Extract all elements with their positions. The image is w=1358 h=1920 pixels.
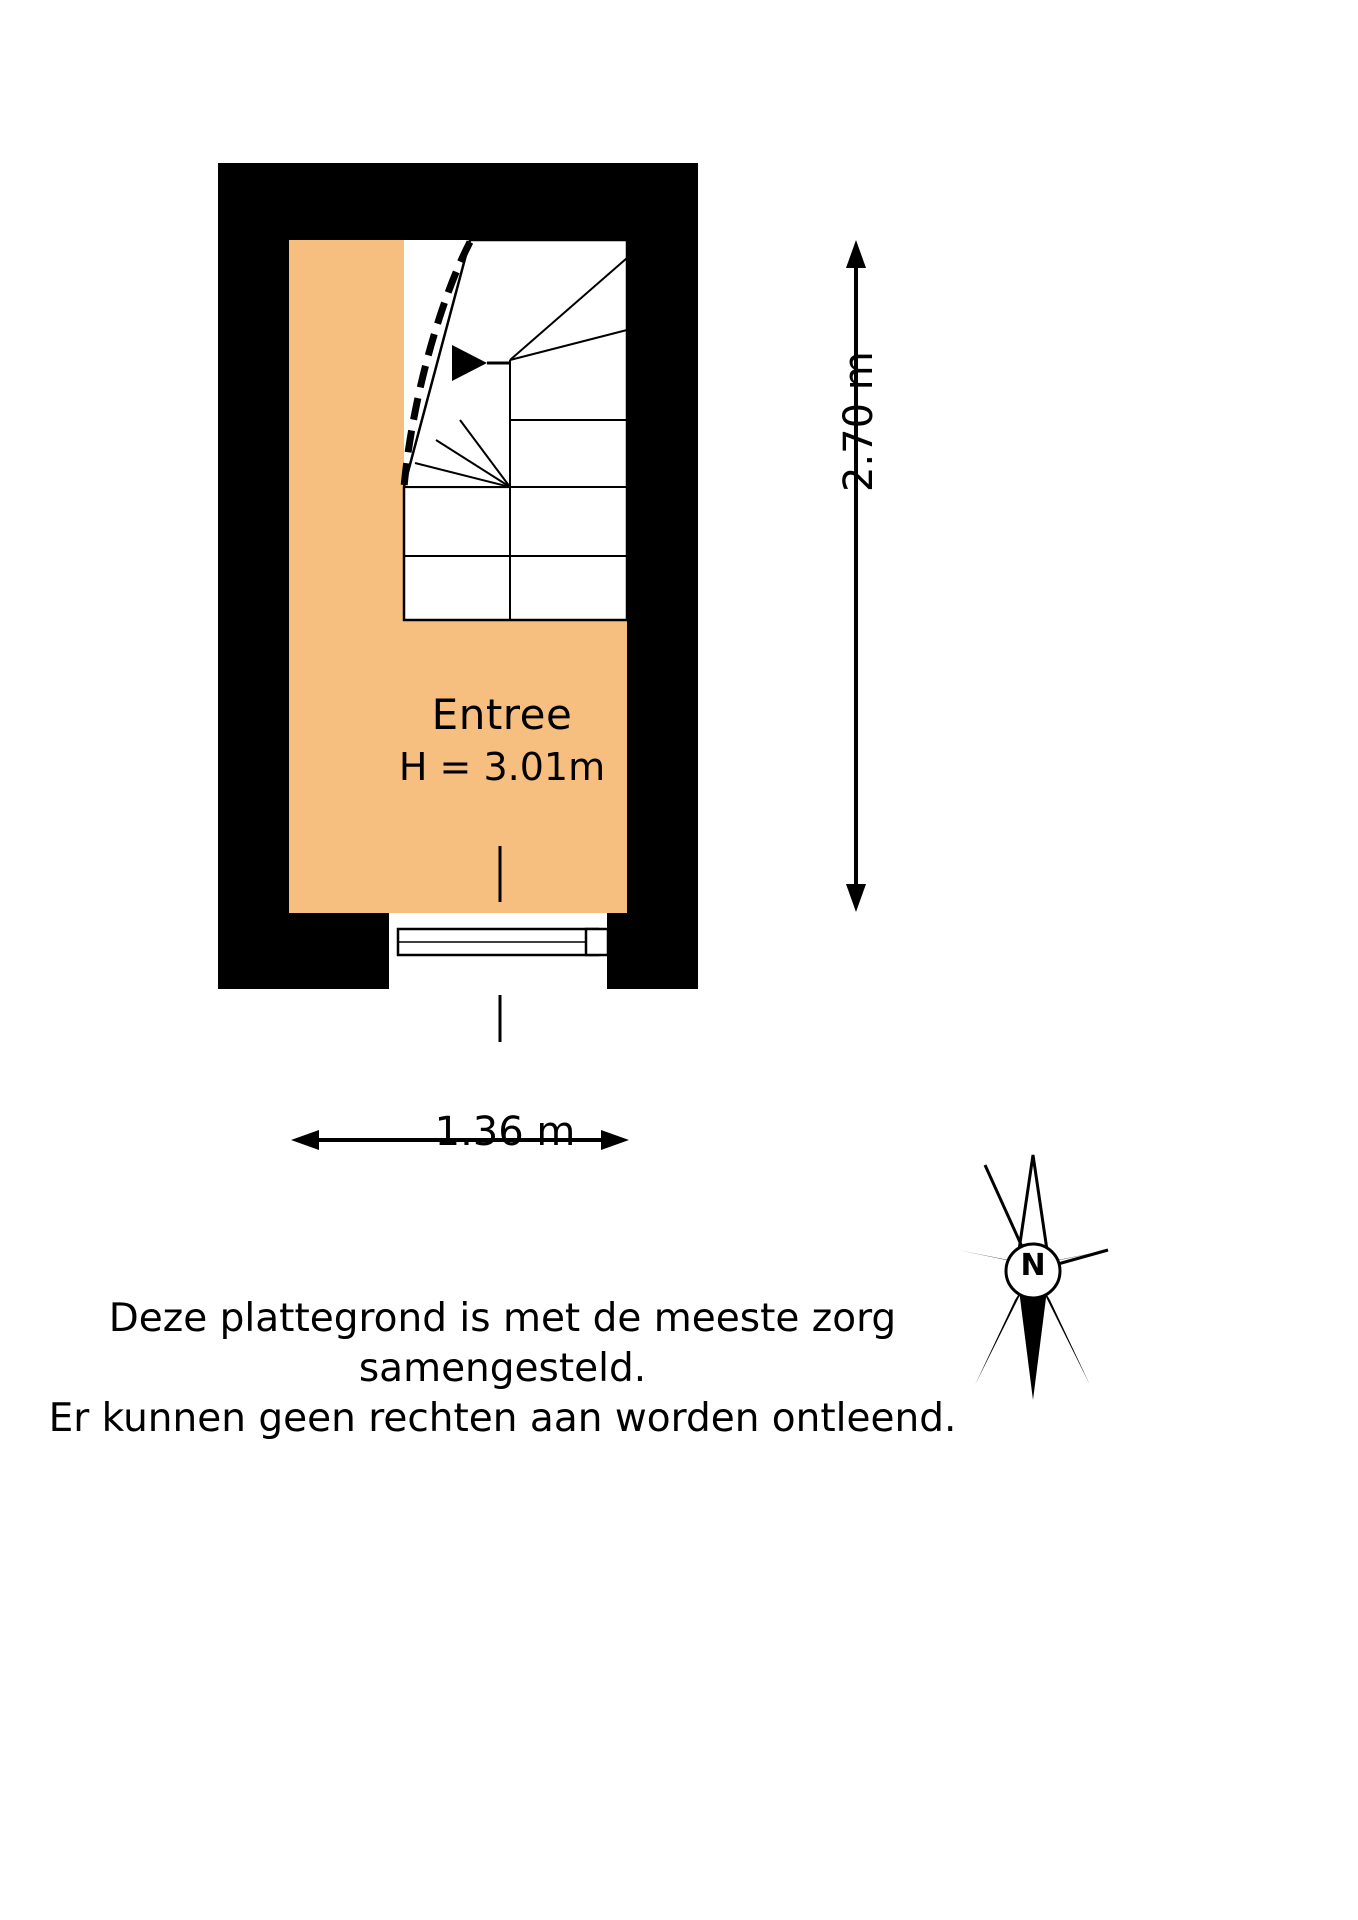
room-height-label: H = 3.01m xyxy=(398,745,606,789)
compass-north-letter: N xyxy=(1020,1248,1046,1283)
horizontal-dimension-label: 1.36 m xyxy=(434,1109,576,1155)
front-door-symbol xyxy=(398,929,608,955)
dim-vertical-arrow-top xyxy=(846,240,866,268)
vertical-dimension-label: 2.70 m xyxy=(836,351,882,492)
disclaimer-text xyxy=(0,1294,1005,1444)
disclaimer-line-2: Er kunnen geen rechten aan worden ontleend. xyxy=(48,1395,957,1441)
dim-horizontal-arrow-left xyxy=(291,1130,319,1150)
room-name-label: Entree xyxy=(431,690,573,739)
disclaimer-line-1: Deze plattegrond is met de meeste zorg samengesteld. xyxy=(108,1296,897,1391)
dim-vertical-arrow-bottom xyxy=(846,884,866,912)
